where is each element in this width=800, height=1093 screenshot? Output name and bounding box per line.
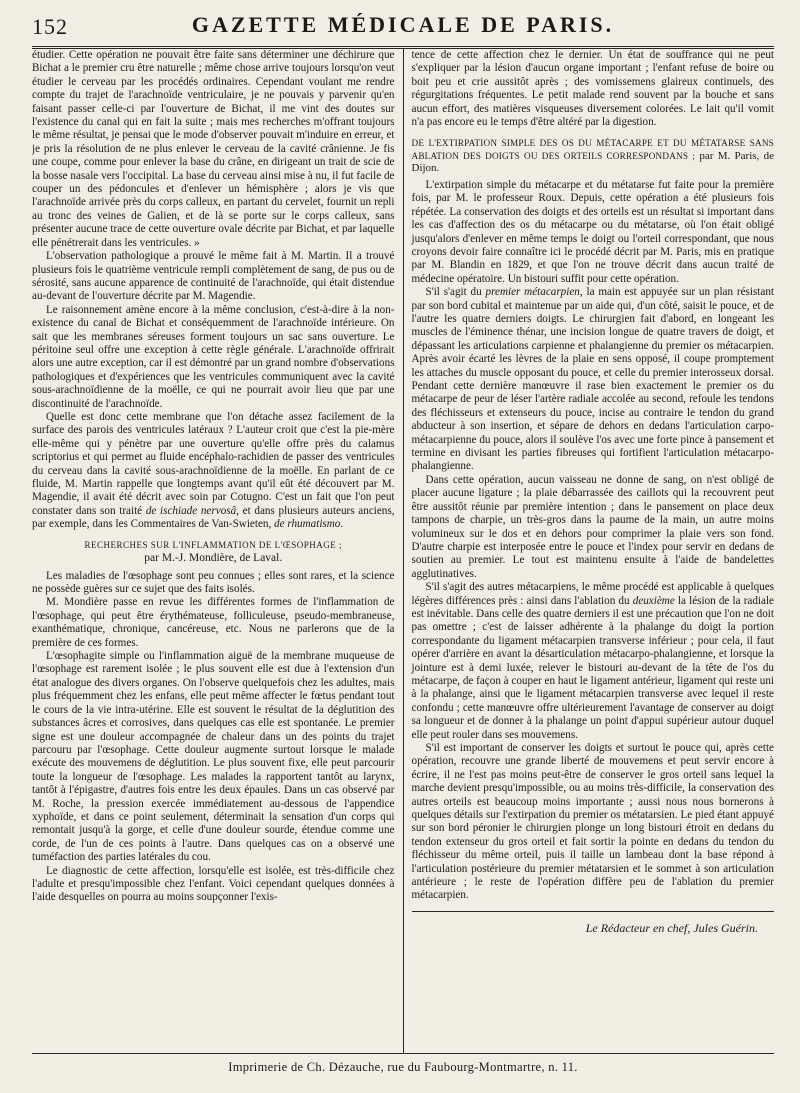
text-run: S'il s'agit du	[425, 286, 486, 299]
article-title: DE L'EXTIRPATION SIMPLE DES OS DU MÉTACARPE ET DU MÉTATARSE SANS ABLATION DES DOIGTS OU DES ORTEILS CORRESPONDANS ;	[411, 138, 774, 161]
italic-title: de ischiade nervosâ	[145, 504, 237, 517]
article-title: RECHERCHES SUR L'INFLAMMATION DE L'ŒSOPHAGE ;	[84, 539, 342, 550]
paragraph: tence de cette affection chez le dernier. Un état de souffrance qui ne peut s'expliquer par la lésion d'aucun organe important ; l'enfant refuse de boire ou boit peu et crie aussitôt après ; des vomissemens glaireux continuels, des régurgitations fréquentes. Le petit malade rend souvent par la bouche et sans aucun effort, des matières visqueuses diversement colorées. Le lait qu'il vomit n'a pas encore eu le temps d'être altéré par la digestion.	[411, 49, 774, 129]
paragraph: S'il est important de conserver les doigts et surtout le pouce qui, après cette opération, recouvre une grande liberté de mouvemens et peut servir encore à écrire, il ne l'est pas moins peut-être de conserver le gros orteil sans lequel la marche devient presqu'impossible, ou au moins très-difficile, la conservation des autres orteils est beaucoup moins importante ; aussi nous nous bornerons à quelques détails sur l'extirpation du premier os métatarsien. Le pied étant appuyé sur son bord péronier le chirurgien plonge un long bistouri étroit en dedans du tendon extenseur du gros orteil et fait sortir la pointe en dedans du tendon du fléchisseur du même orteil, puis il taille un lambeau dont la base répond à l'articulation postérieure du premier métatarsien et le sommet à son articulation antérieure ; le reste de l'opération diffère peu de l'ablation du premier métacarpien.	[411, 742, 774, 902]
text-run: , et dans plusieurs auteurs anciens, par exemple, dans les Commentaires de Van-Swieten,	[32, 504, 395, 531]
footer-rule	[32, 1053, 774, 1054]
text-run: S'il s'agit des autres métacarpiens, le même procédé est applicable à quelques légères différences près : ainsi dans l'ablation du	[411, 581, 774, 607]
page-number: 152	[32, 14, 68, 39]
text-run: la lésion de la radiale est inévitable. Dans celle des quatre derniers il est une précaution que l'on ne doit pas omettre ; c'est de laisser adhérente à la phalange du doigt la portion correspondante du ligament métacarpien transverse inférieur ; pour cela, il faut opérer d'arrière en avant la désarticulation métacarpo-phalangienne, et lorsque la jointure est à demi luxée, relever le bistouri au-devant de la tête de l'os du métacarpe, de façon à couper en haut le ligament antérieur, ligament qui reste uni à la phalange, ainsi que le ligament métacarpien transverse avec lequel il reste confondu ; cette manœuvre offre ultérieurement l'avantage de conserver au doigt sa longueur et de donner à la phalange un point d'appui supérieur autour duquel elle peut rouler dans ses mouvemens.	[411, 594, 774, 741]
signature-role: Le Rédacteur en chef	[585, 920, 688, 935]
page-header	[32, 12, 774, 46]
paragraph	[412, 581, 775, 742]
text-columns	[32, 49, 774, 1053]
paragraph	[32, 411, 395, 532]
paragraph: Les maladies de l'œsophage sont peu connues ; elles sont rares, et la science ne possède guères sur ce sujet que des faits isolés.	[32, 569, 395, 596]
article-author: par M. Paris, de Dijon.	[411, 149, 774, 175]
signature-name: , Jules Guérin.	[687, 920, 758, 935]
italic-term: premier métacarpien	[485, 286, 580, 299]
article-author: par M.-J. Mondière, de Laval.	[144, 551, 283, 564]
text-run: , la main est appuyée sur un plan résistant par son bord cubital et maintenue par un aide qui, d'un côté, saisit le pouce, et de l'autre les quatre derniers doigts. Le chirurgien fait d'abord, en longeant les muscles de l'éminence thénar, une incision longue de quatre travers de doigt, et dépassant les articulations carpienne et phalangienne du premier os métacarpien. Après avoir écarté les lèvres de la plaie en sens opposé, il coupe promptement les attaches du muscle opposant du pouce, et celle du premier interosseux dorsal. Pendant cette dernière manœuvre il rase bien exactement le premier os du métacarpe de peur de léser l'artère radiale accolée au second, refoule les tendons des fléchisseurs et extenseurs du pouce, incise au contraire le tendon du grand abducteur à son insertion, et sépare de dehors en dedans l'articulation carpo-métacarpienne du pouce, alors il soulève l'os avec une forte pince à pansement et termine en divisant les parties fibreuses qui fortifient l'articulation métacarpo-phalangienne.	[411, 286, 774, 473]
paragraph: L'extirpation simple du métacarpe et du métatarse fut faite pour la première fois, par M. le professeur Roux. Depuis, cette opération a été plusieurs fois répétée. La conservation des doigts et des orteils est un résultat si important dans les cas d'affection des os du métacarpe ou du métatarse, où l'on était obligé jusqu'alors d'enlever en même temps le doigt ou l'orteil correspondant, que nous croyons devoir faire connaître ici le procédé décrit par M. Paris, mis en pratique par M. Blandin en 1829, et que l'on ne trouve décrit dans aucun traité de médecine opératoire. Un bistouri suffit pour cette opération.	[411, 178, 774, 285]
text-run: .	[340, 518, 344, 531]
paragraph	[412, 286, 775, 474]
paragraph: Le raisonnement amène encore à la même conclusion, c'est-à-dire à la non-existence du canal de Bichat et conséquemment de l'arachnoïde intérieure. On sait que les membranes séreuses forment toujours un sac sans ouverture. Le péritoine seul offre une exception à cette règle générale. L'arachnoïde offrirait alors une autre exception, car il est démontré par un grand nombre d'observations pathologiques et d'expériences que les ventricules communiquent avec la cavité sous-arachnoïdienne de la moëlle, ce qui ne pourrait avoir lieu que par une discontinuité de l'arachnoïde.	[32, 303, 395, 410]
italic-title: de rhumatismo	[274, 518, 341, 531]
signature-rule	[412, 911, 775, 912]
journal-title: GAZETTE MÉDICALE DE PARIS.	[191, 12, 615, 37]
right-column	[404, 49, 775, 1053]
left-column	[32, 49, 403, 1053]
text-run: Quelle est donc cette membrane que l'on détache assez facilement de la surface des parois des ventricules latéraux ? L'auteur croit que c'est la pie-mère elle-même qui y pénètre par une ouverture qu'elle offre près du calamus scriptorius et qui permet au fluide encéphalo-rachidien de passer des ventricules du cerveau dans la cavité sous-arachnoïdienne de la moëlle. En parlant de ce fluide, M. Martin rappelle que longtemps avant qu'il eût été découvert par M. Magendie, il avait été décrit avec soin par Cotugno. C'est un fait que l'on peut constater dans son traité	[32, 410, 395, 517]
paragraph: M. Mondière passe en revue les différentes formes de l'inflammation de l'œsophage, qui peut être érythémateuse, folliculeuse, pseudo-membraneuse, exanthématique, chronique, cancéreuse, etc. Nous ne parlerons que de la première de ces formes.	[32, 596, 395, 649]
paragraph: Dans cette opération, aucun vaisseau ne donne de sang, on n'est obligé de placer aucune ligature ; la plaie débarrassée des caillots qui la recouvrent peut être aussitôt réunie par première intention ; dans le pansement on place deux tampons de charpie, un très-gros dans la paume de la main, un autre moins volumineux sur le dos et en dehors pour comprimer la plaie vers son fond. D'autre charpie est interposée entre le pouce et l'index pour servir en dedans de soutien au premier. Le tout est maintenu ensuite à l'aide de bandelettes agglutinatives.	[411, 473, 774, 580]
paragraph: L'œsophagite simple ou l'inflammation aiguë de la membrane muqueuse de l'œsophage est rarement isolée ; le plus souvent elle est due à l'extension d'un état analogue des divers organes. On l'observe quelquefois chez les adultes, mais plus fréquemment chez les enfans, elle peut même affecter le fœtus pendant tout le cours de la vie intra-utérine. Elle est souvent le résultat de la déglutition des substances âcres et corrosives, dans quelques cas elle est spontanée. Le premier signe est une douleur accompagnée de chaleur dans un des points du trajet parcouru par l'œsophage. Cette douleur augmente surtout lorsque le malade exécute des mouvemens de déglutition. Le plus souvent fixe, elle peut parcourir toute la longueur de l'œsophage. Les malades la rapportent tantôt au larynx, tantôt à l'épigastre, d'autres fois entre les deux épaules. Dans un cas observé par M. Roche, la pression exercée immédiatement au-dessous de l'appendice xyphoïde, et dans ce point seulement, déterminait la sensation d'un corps qui remontait jusqu'à la gorge, et celle d'une douleur sourde, étendue comme une corde, de l'un de ces points à l'autre. Dans quelques cas on a observé une tuméfaction des parties latérales du cou.	[32, 650, 395, 864]
paragraph: L'observation pathologique a prouvé le même fait à M. Martin. Il a trouvé plusieurs fois le quatrième ventricule rempli complètement de sang, de pus ou de sérosité, sans aucune apparence de continuité de l'arachnoïde, qui était distendue au-devant de l'ouverture décrite par M. Magendie.	[32, 250, 395, 303]
editor-signature	[412, 922, 775, 935]
article-heading-extirpation	[412, 137, 775, 175]
paragraph: étudier. Cette opération ne pouvait être faite sans déterminer une déchirure que Bichat a le premier cru être naturelle ; même chose arrive toujours lorsqu'on veut étudier le cerveau par les procédés ordinaires. Cependant voulant me rendre compte du trajet de l'arachnoïde ventriculaire, je ne pouvais y parvenir qu'en faisant passer celle-ci par l'ouverture de Bichat, il me vint des doutes sur l'existence du canal qui en fait la suite ; mais mes recherches m'offrant toujours le même résultat, je pensai que le mode d'observer pouvait m'induire en erreur, et je pris la résolution de ne plus enlever le cerveau de la cavité crânienne. Je fis une coupe, comme pour enlever la base du crâne, en dirigeant un trait de scie de la bosse nasale vers l'occipital. La base du cerveau ainsi mise à nu, il fut facile de couper un des pédoncules et d'enlever un hémisphère ; alors je vis que l'arachnoïde arrivée près du corps calleux, en partant du cervelet, fournit un repli au tronc des veines de Galien, et de là se porte sur le corps calleux, sans présenter aucune trace de cette ouverture ovale décrite par Bichat, et par laquelle elle pénétrerait dans les ventricules. »	[32, 49, 395, 249]
paragraph: Le diagnostic de cette affection, lorsqu'elle est isolée, est très-difficile chez l'adulte et presqu'impossible chez l'enfant. Voici cependant quelques données à l'aide desquelles on pourra au moins soupçonner l'exis-	[32, 864, 395, 904]
article-heading-oesophage	[32, 539, 395, 565]
printer-colophon: Imprimerie de Ch. Dézauche, rue du Faubourg-Montmartre, n. 11.	[228, 1060, 578, 1074]
italic-term: deuxième	[632, 594, 675, 607]
